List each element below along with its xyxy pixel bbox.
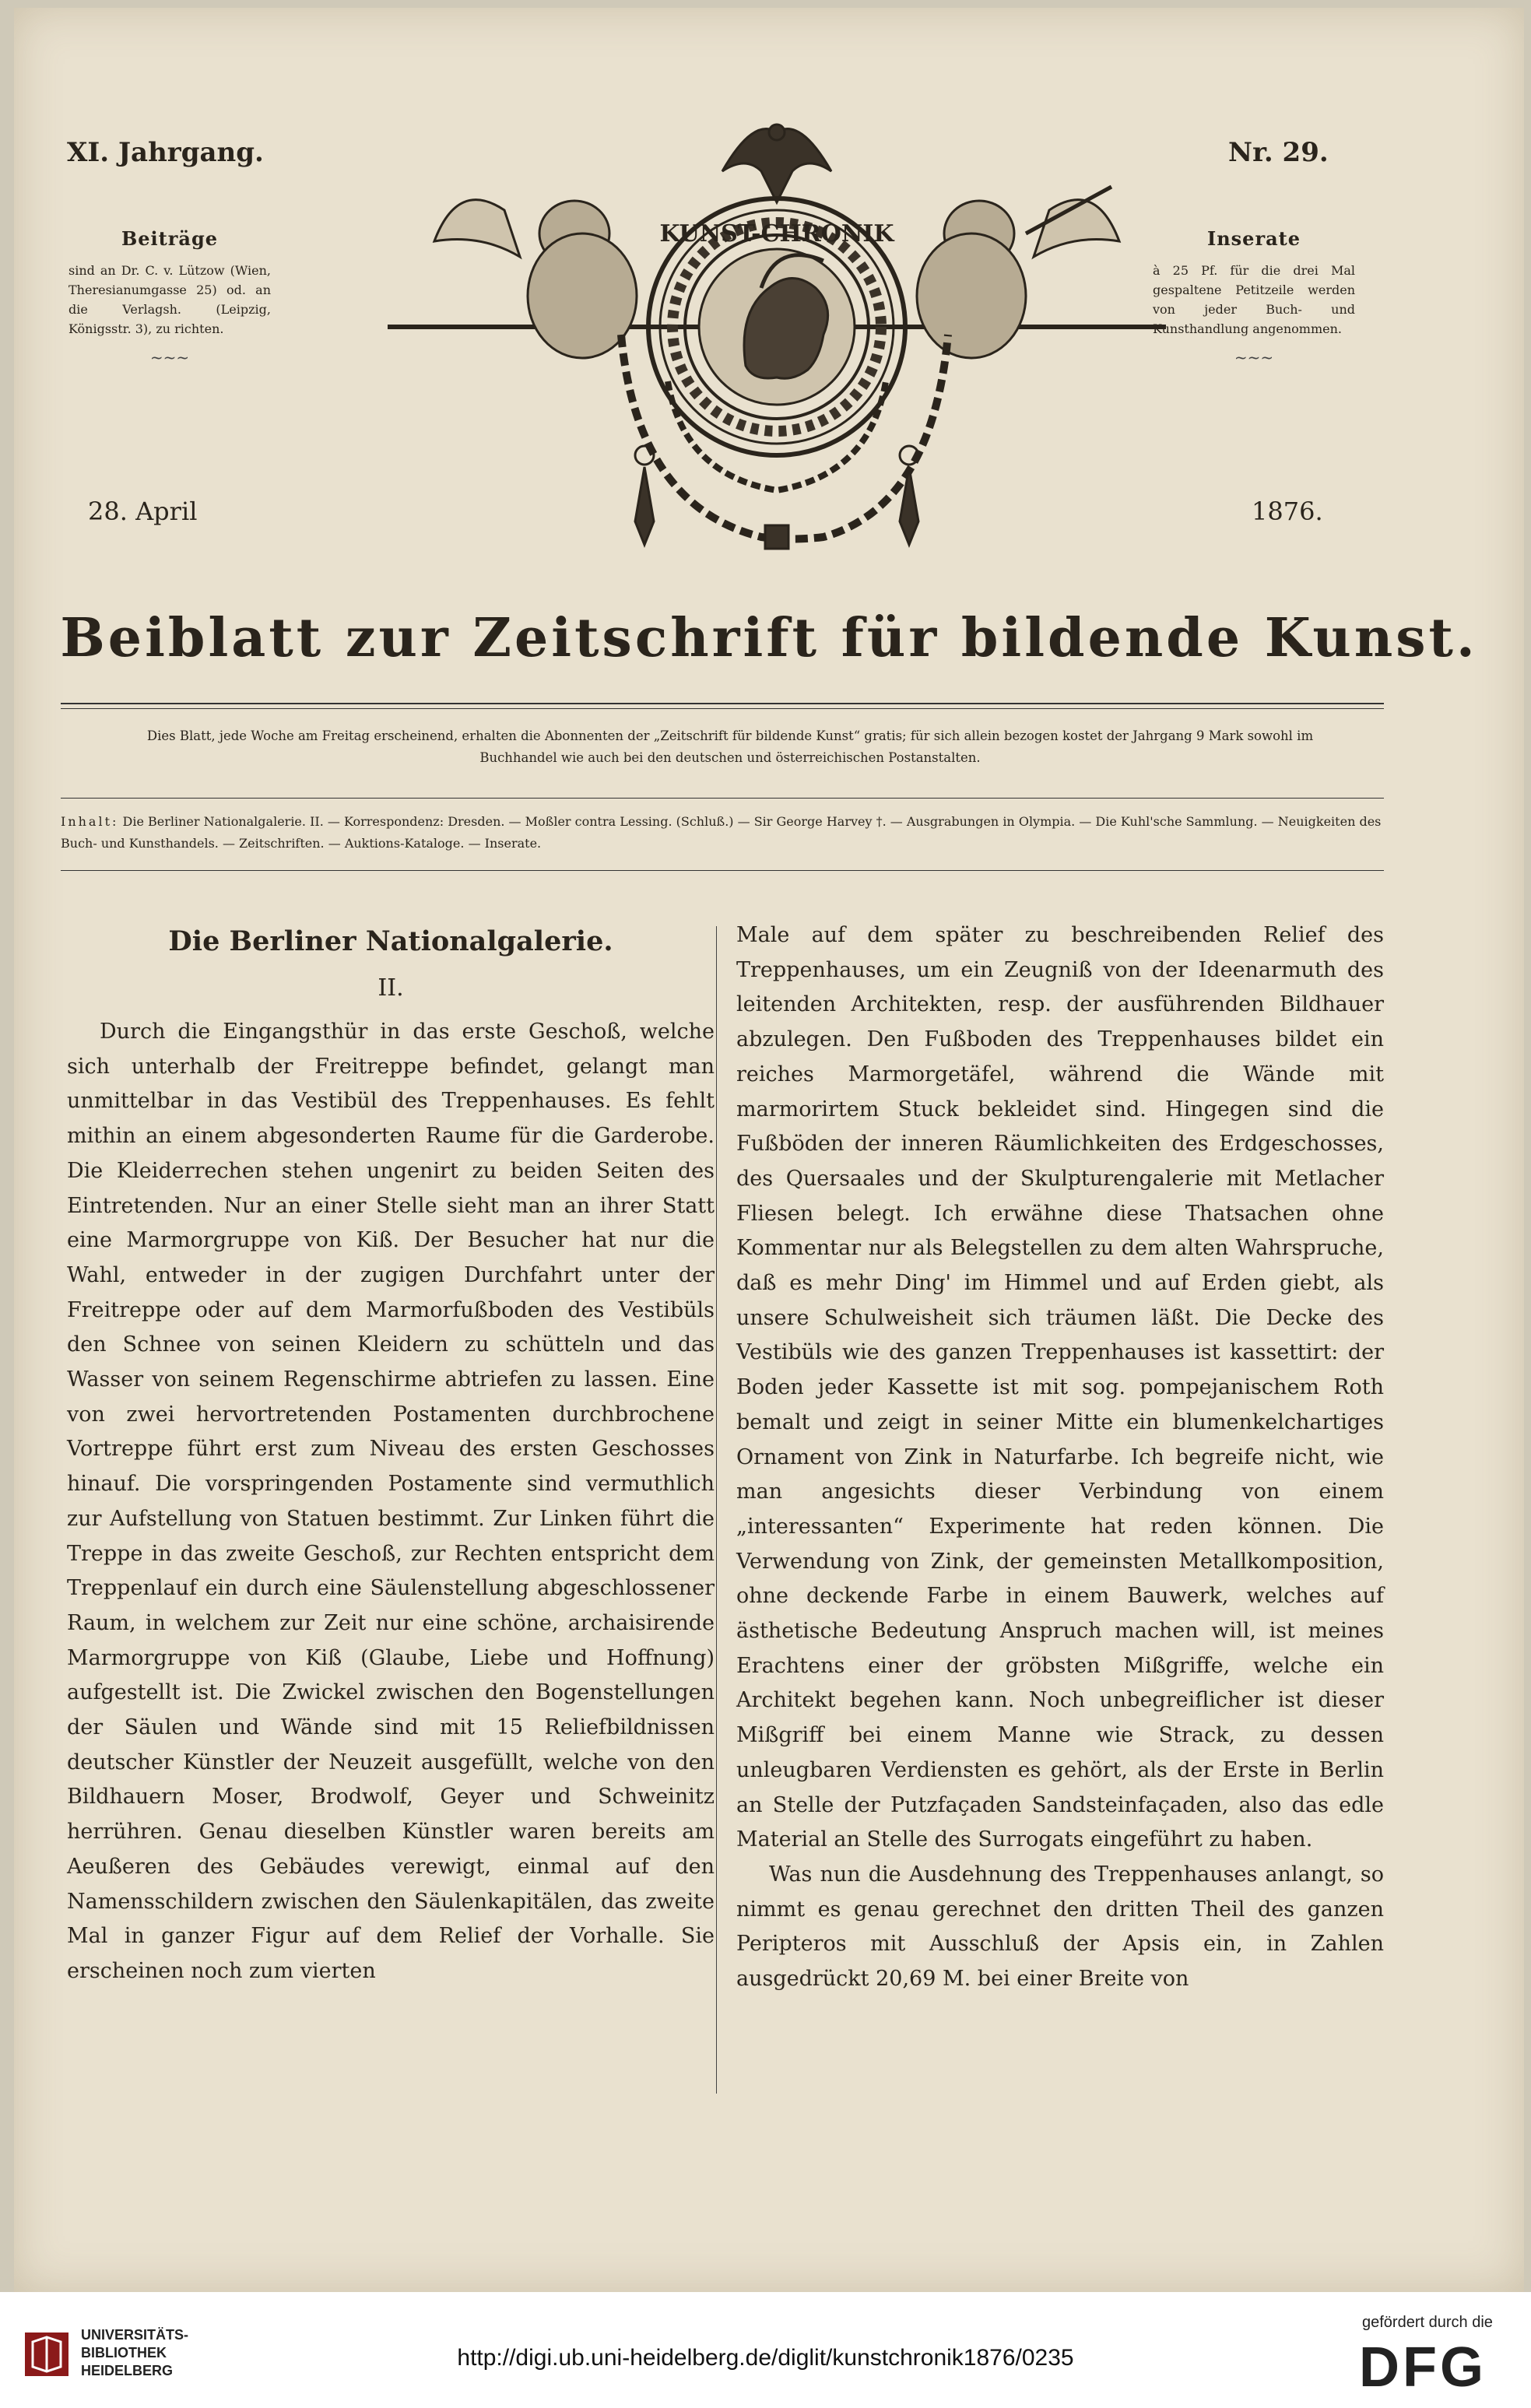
table-of-contents [61, 811, 1384, 855]
article-column-left [67, 918, 715, 1989]
rule-notice [61, 798, 1384, 799]
masthead-emblem-icon [388, 101, 1166, 599]
article-title: Die Berliner Nationalgalerie. [168, 925, 613, 957]
ornament-swirl-right: ~~~ [1234, 348, 1274, 367]
newspaper-page [14, 8, 1524, 2292]
contents-text: Die Berliner Nationalgalerie. II. — Korrespondenz: Dresden. — Moßler contra Lessing. (Schluß.) — Sir George Harvey †. — Ausgrabungen in Olympia. — Die Kuhl'sche Sammlung. — Neuigkeiten des Buch- und Kunsthandels. — Zeitschriften. — Auktions-Kataloge. — Inserate. [61, 814, 1382, 851]
contributions-box [68, 227, 271, 367]
dfg-logo-icon: DFG [1359, 2336, 1487, 2399]
contributions-title: Beiträge [121, 227, 218, 250]
article-part: II. [377, 974, 404, 1002]
issue-number: Nr. 29. [1228, 137, 1329, 168]
emblem-text: KUNST-CHRONIK [659, 220, 894, 247]
university-library-label: UNIVERSITÄTS- BIBLIOTHEK HEIDELBERG [81, 2327, 189, 2378]
subscription-notice: Dies Blatt, jede Woche am Freitag erscheinend, erhalten die Abonnenten der „Zeitschrift für bildende Kunst“ gratis; für sich allein bezogen kostet der Jahrgang 9 Mark sowohl im Buchhandel wie auch bei den deutschen und österreichischen Postanstalten. [146, 728, 1314, 765]
digitization-footer [0, 2292, 1531, 2408]
rule-contents [61, 870, 1384, 871]
source-url-link[interactable]: http://digi.ub.uni-heidelberg.de/diglit/kunstchronik1876/0235 [457, 2345, 1074, 2371]
advertisements-title: Inserate [1206, 227, 1301, 250]
article-paragraph: Male auf dem später zu beschreibenden Relief des Treppenhauses, um ein Zeugniß von der Ideenarmuth des leitenden Architekten, resp. der ausführenden Bildhauer abzulegen. Den Fußboden des Treppenhauses bildet ein reiches Marmorgetäfel, während die Wände mit marmorirtem Stuck bekleidet sind. Hingegen sind die Fußböden der inneren Räumlichkeiten des Erdgeschosses, des Quersaales und der Skulpturengalerie mit Metlacher Fliesen belegt. Ich erwähne diese Thatsachen ohne Kommentar nur als Belegstellen zu dem alten Wahrspruche, daß es mehr Ding' im Himmel und auf Erden giebt, als unsere Schulweisheit sich träumen läßt. Die Decke des Vestibüls wie des ganzen Treppenhauses ist kassettirt: der Boden jeder Kassette ist mit sog. pompejanischem Roth bemalt und zeigt in seiner Mitte ein blumenkelchartiges Ornament von Zink in Naturfarbe. Ich begreife nicht, wie man angesichts dieser Verbindung von einem „interessanten“ Experimente hat reden können. Die Verwendung von Zink, der gemeinsten Metallkomposition, ohne deckende Farbe in einem Bauwerk, welches auf ästhetische Bedeutung Anspruch machen will, ist meines Erachtens einer der gröbsten Mißgriffe, welche ein Architekt begehen kann. Noch unbegreiflicher ist dieser Mißgriff bei einem Manne wie Strack, zu dessen unleugbaren Verdiensten es gehört, als der Erste in Berlin an Stelle der Putzfaçaden Sandsteinfaçaden, also das edle Material an Stelle des Surrogats eingeführt zu haben. [736, 923, 1384, 1852]
advertisements-text: à 25 Pf. für die drei Mal gespaltene Petitzeile werden von jeder Buch- und Kunsthandlung angenommen. [1153, 263, 1355, 336]
contents-label: Inhalt: [61, 814, 119, 829]
contributions-text: sind an Dr. C. v. Lützow (Wien, Theresianumgasse 25) od. an die Verlagsh. (Leipzig, Königsstr. 3), zu richten. [68, 263, 271, 336]
volume-label: XI. Jahrgang. [67, 137, 264, 168]
masthead-title: Beiblatt zur Zeitschrift für bildende Kunst. [60, 607, 1478, 669]
article-paragraph: Durch die Eingangsthür in das erste Geschoß, welche sich unterhalb der Freitreppe befindet, gelangt man unmittelbar in das Vestibül des Treppenhauses. Es fehlt mithin an einem abgesonderten Raume für die Garderobe. Die Kleiderrechen stehen ungenirt zu beiden Seiten des Eintretenden. Nur an einer Stelle sieht man an ihrer Statt eine Marmorgruppe von Kiß. Der Besucher hat nur die Wahl, entweder in der zugigen Durchfahrt unter der Freitreppe oder auf dem Marmorfußboden des Vestibüls den Schnee von seinen Kleidern zu schütteln und das Wasser von seinem Regenschirme abtriefen zu lassen. Eine von zwei hervortretenden Postamenten durchbrochene Vortreppe führt erst zum Niveau des ersten Geschosses hinauf. Die vorspringenden Postamente sind vermuthlich zur Aufstellung von Statuen bestimmt. Zur Linken führt die Treppe in das zweite Geschoß, zur Rechten entspricht dem Treppenlauf ein durch eine Säulenstellung abgeschlossener Raum, in welchem zur Zeit nur eine schöne, archaisirende Marmorgruppe von Kiß (Glaube, Liebe und Hoffnung) aufgestellt ist. Die Zwickel zwischen den Bogenstellungen der Säulen und Wände sind mit 15 Reliefbildnissen deutscher Künstler der Neuzeit ausgefüllt, welche von den Bildhauern Moser, Brodwolf, Geyer und Schweinitz herrühren. Genau dieselben Künstler waren bereits am Aeußeren des Gebäudes verewigt, einmal auf den Namensschildern zwischen den Säulenkapitälen, das zweite Mal in ganzer Figur auf dem Relief der Vorhalle. Sie erscheinen noch zum vierten [67, 1020, 715, 1983]
column-divider [716, 926, 717, 2094]
rule-top-2 [61, 708, 1384, 709]
ornament-swirl-left: ~~~ [149, 348, 190, 367]
issue-date: 28. April [88, 497, 198, 526]
rule-top-1 [61, 703, 1384, 704]
article-column-right [736, 918, 1384, 1997]
funding-label: gefördert durch die [1362, 2314, 1493, 2331]
issue-year: 1876. [1252, 497, 1323, 526]
article-paragraph: Was nun die Ausdehnung des Treppenhauses anlangt, so nimmt es genau gerechnet den dritten Theil des ganzen Peripteros mit Ausschluß der Apsis ein, in Zahlen ausgedrückt 20,69 M. bei einer Breite von [736, 1862, 1384, 1992]
advertisements-box [1153, 227, 1355, 367]
